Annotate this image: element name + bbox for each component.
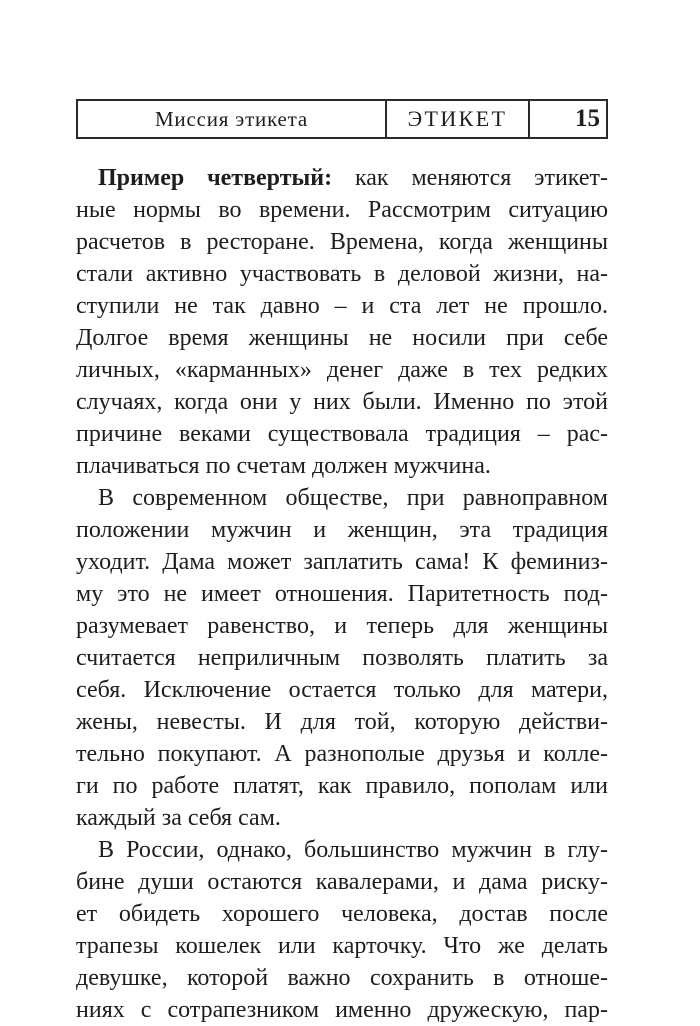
text-line: причине веками существовала традиция – рас-: [76, 421, 608, 447]
text-line: положении мужчин и женщин, эта традиция: [76, 517, 608, 543]
book-title: ЭТИКЕТ: [387, 101, 530, 137]
text-line: стали активно участвовать в деловой жизни, на-: [76, 261, 608, 287]
text-line: тельно покупают. А разнополые друзья и колле-: [76, 741, 608, 767]
text-line: бине души остаются кавалерами, и дама риску-: [76, 869, 608, 895]
text-line: В России, однако, большинство мужчин в глу-: [98, 837, 608, 863]
page-body: [76, 162, 608, 1026]
section-title: Миссия этикета: [78, 101, 387, 137]
text-line: В современном обществе, при равноправном: [98, 485, 608, 511]
text-line: плачиваться по счетам должен мужчина.: [76, 453, 491, 479]
text-line: ги по работе платят, как правило, пополам или: [76, 773, 608, 799]
paragraph-2: [76, 482, 608, 834]
text-line: личных, «карманных» денег даже в тех редких: [76, 357, 608, 383]
text-line: жены, невесты. И для той, которую действи-: [76, 709, 608, 735]
text-line: случаях, когда они у них были. Именно по этой: [76, 389, 608, 415]
text-line: ет обидеть хорошего человека, достав после: [76, 901, 608, 927]
text-line: Долгое время женщины не носили при себе: [76, 325, 608, 351]
text-line: девушке, которой важно сохранить в отноше-: [76, 965, 608, 991]
text-line: ступили не так давно – и ста лет не прошло.: [76, 293, 608, 319]
text-line: себя. Исключение остается только для матери,: [76, 677, 608, 703]
text-line: уходит. Дама может заплатить сама! К феминиз-: [76, 549, 608, 575]
text-line: считается неприличным позволять платить за: [76, 645, 608, 671]
text-line: трапезы кошелек или карточку. Что же делать: [76, 933, 608, 959]
run-in-heading: Пример четвертый:: [98, 165, 333, 191]
text-line: каждый за себя сам.: [76, 805, 281, 831]
text-line: ные нормы во времени. Рассмотрим ситуацию: [76, 197, 608, 223]
running-header: [76, 99, 608, 139]
text-line: расчетов в ресторане. Времена, когда женщины: [76, 229, 608, 255]
paragraph-3: [76, 834, 608, 1026]
text-line: разумевает равенство, и теперь для женщины: [76, 613, 608, 639]
text-line: му это не имеет отношения. Паритетность под-: [76, 581, 608, 607]
text-line: ниях с сотрапезником именно дружескую, пар-: [76, 997, 608, 1023]
page-number: 15: [575, 105, 600, 132]
paragraph-1: [76, 162, 608, 482]
text-line: Пример четвертый: как меняются этикет-: [98, 165, 608, 191]
